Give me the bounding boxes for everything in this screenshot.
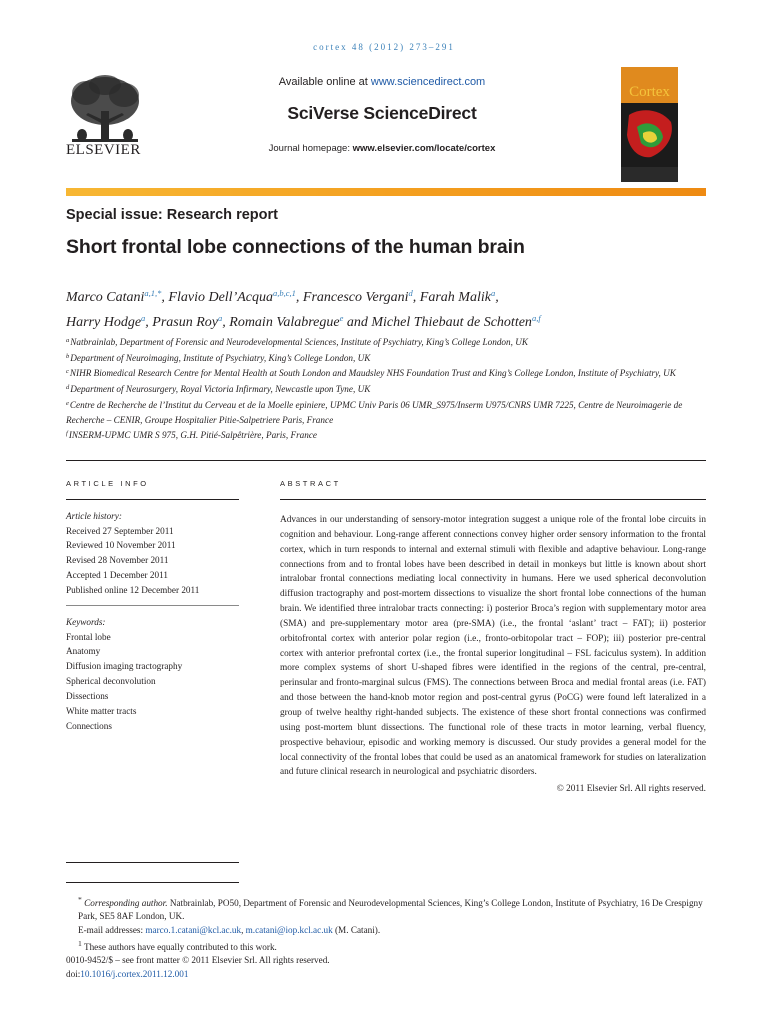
masthead — [160, 76, 604, 154]
email-link[interactable]: m.catani@iop.kcl.ac.uk — [245, 924, 333, 935]
corresponding-mark: * — [78, 895, 82, 904]
author-separator: , — [295, 290, 303, 305]
publisher-name: ELSEVIER — [66, 142, 141, 158]
abstract-heading-text: ABSTRACT — [280, 479, 341, 488]
doi-link[interactable]: 10.1016/j.cortex.2011.12.001 — [80, 968, 189, 979]
section-label: Special issue: Research report — [66, 207, 278, 223]
article-info-column — [66, 478, 239, 734]
affiliation-text: Department of Neuroimaging, Institute of Psychiatry, King’s College London, UK — [70, 352, 371, 363]
author-name[interactable]: Romain Valabregue — [229, 315, 340, 330]
affiliation-key: c — [66, 368, 69, 376]
abstract-heading — [280, 478, 706, 488]
footnote-rule — [66, 882, 239, 883]
abstract-copyright: © 2011 Elsevier Srl. All rights reserved. — [556, 784, 706, 795]
article-title: Short frontal lobe connections of the human brain — [66, 236, 525, 258]
affiliation-item — [66, 365, 706, 381]
equal-text: These authors have equally contributed to this work. — [81, 942, 277, 953]
author-separator: , — [412, 290, 420, 305]
author-name[interactable]: Francesco Vergani — [302, 290, 409, 305]
keyword-item[interactable]: Spherical deconvolution — [66, 676, 156, 687]
affiliation-key: a — [66, 337, 70, 344]
footnotes — [66, 893, 706, 981]
keyword-item[interactable]: White matter tracts — [66, 706, 137, 717]
history-item: Published online 12 December 2011 — [66, 585, 200, 596]
keywords-title: Keywords: — [66, 617, 106, 628]
available-prefix: Available online at — [278, 76, 371, 88]
affiliation-key: d — [66, 384, 70, 392]
history-item: Reviewed 10 November 2011 — [66, 540, 176, 551]
running-head: cortex 48 (2012) 273–291 — [313, 42, 455, 52]
email-separator: , — [241, 924, 246, 935]
affiliation-item — [66, 350, 706, 366]
affiliation-text: Department of Neurosurgery, Royal Victoria Infirmary, Newcastle upon Tyne, UK — [70, 384, 371, 395]
platform-name: SciVerse ScienceDirect — [287, 103, 477, 123]
author-affiliation-marks: a — [141, 313, 146, 323]
doi-prefix: doi: — [66, 968, 81, 979]
affiliation-key: e — [66, 399, 69, 407]
equal-mark: 1 — [78, 938, 82, 948]
article-info-heading-text: ARTICLE INFO — [66, 479, 149, 488]
keyword-item[interactable]: Diffusion imaging tractography — [66, 661, 183, 672]
author-name[interactable]: Harry Hodge — [66, 315, 142, 330]
corresponding-text: Natbrainlab, PO50, Department of Forensic and Neurodevelopmental Sciences, King’s College London, Institute of Psychiatry, 16 De Crespigny Park, SE5 8AF London, UK. — [78, 898, 703, 922]
author-name[interactable]: Prasun Roy — [152, 315, 219, 330]
section-divider — [66, 460, 706, 461]
journal-homepage-line — [160, 143, 604, 154]
author-affiliation-marks: a — [490, 288, 496, 298]
journal-cover-image — [621, 67, 678, 182]
keyword-item[interactable]: Dissections — [66, 691, 109, 702]
affiliation-text: Centre de Recherche de l’Institut du Cerveau et de la Moelle epiniere, UPMC Univ Paris 06 UMR_S975/Inserm U975/CNRS UMR 7225, Centre de Neuroimagerie de Recherche – CENIR, Groupe Hospitalier Pitie-Salpetriere Paris, France — [66, 399, 683, 425]
email-note — [66, 924, 706, 937]
abstract-column — [280, 478, 706, 794]
author-name[interactable]: Farah Malik — [419, 290, 491, 305]
author-name[interactable]: Marco Catani — [66, 290, 145, 305]
affiliation-list — [66, 334, 706, 443]
available-online-line — [160, 76, 604, 88]
affiliation-item — [66, 381, 706, 397]
keyword-item[interactable]: Anatomy — [66, 646, 101, 657]
email-label: E-mail addresses: — [78, 924, 146, 935]
affiliation-text: Natbrainlab, Department of Forensic and Neurodevelopmental Sciences, Institute of Psychiatry, King’s College London, UK — [70, 337, 528, 347]
keyword-item[interactable]: Connections — [66, 720, 112, 731]
affiliation-item — [66, 397, 706, 427]
email-link[interactable]: marco.1.catani@kcl.ac.uk — [145, 924, 242, 935]
article-info-heading — [66, 478, 239, 488]
homepage-prefix: Journal homepage: — [268, 143, 353, 154]
author-affiliation-marks: e — [339, 313, 344, 323]
author-separator: , — [222, 315, 230, 330]
header-color-bar — [66, 188, 706, 196]
author-affiliation-marks: a,f — [531, 313, 541, 323]
doi-line — [66, 968, 706, 981]
keyword-item[interactable]: Frontal lobe — [66, 631, 111, 642]
author-list — [66, 283, 706, 333]
affiliation-text: INSERM-UPMC UMR S 975, G.H. Pitié-Salpêtrière, Paris, France — [68, 430, 317, 441]
author-name[interactable]: Michel Thiebaut de Schotten — [371, 315, 532, 330]
history-item: Revised 28 November 2011 — [66, 555, 169, 566]
journal-homepage-link[interactable]: www.elsevier.com/locate/cortex — [352, 143, 496, 154]
article-history-title: Article history: — [66, 511, 122, 521]
author-affiliation-marks: d — [408, 288, 413, 298]
corresponding-author-note — [66, 893, 706, 924]
sciencedirect-link[interactable]: www.sciencedirect.com — [370, 76, 486, 88]
affiliation-item — [66, 427, 706, 443]
author-separator: , — [161, 290, 169, 305]
author-affiliation-marks: a — [218, 313, 223, 323]
history-item: Accepted 1 December 2011 — [66, 570, 168, 581]
affiliation-key: f — [66, 430, 68, 438]
history-divider — [66, 605, 239, 606]
author-affiliation-marks: a,1,* — [144, 288, 162, 298]
author-separator: , — [145, 315, 153, 330]
equal-contribution-note — [66, 937, 706, 954]
corresponding-label: Corresponding author. — [84, 898, 168, 909]
author-affiliation-marks: a,b,c,1 — [273, 288, 296, 298]
front-matter-line: 0010-9452/$ – see front matter © 2011 Elsevier Srl. All rights reserved. — [66, 955, 330, 966]
affiliation-key: b — [66, 352, 70, 360]
email-suffix: (M. Catani). — [332, 924, 381, 935]
article-info-rule — [66, 499, 239, 500]
cover-title: Cortex — [629, 84, 670, 100]
author-name[interactable]: Flavio Dell’Acqua — [168, 290, 273, 305]
article-info-bottom-rule — [66, 862, 239, 863]
author-separator: and — [343, 315, 372, 330]
affiliation-text: NIHR Biomedical Research Centre for Mental Health at South London and Maudsley NHS Foundation Trust and King’s College London, Institute of Psychiatry, UK — [69, 368, 676, 379]
abstract-rule — [280, 499, 706, 500]
author-separator: , — [495, 290, 499, 305]
abstract-text: Advances in our understanding of sensory-motor integration suggest a unique role of the frontal lobe circuits in cognition and behaviour. Long-range afferent connections convey higher order sensory information to the frontal cortex, which in turn responds to internal and external stimuli with flexible and adaptive behaviour. Long-range connections from and to frontal lobes have been described in detail in monkeys but little is known about short intralobar frontal connections mediating local connectivity in humans. Here we used spherical deconvolution diffusion tractography and post-mortem dissections to visualize the short frontal lobe connections of the human brain. We identified three intralobar tracts connecting: i) posterior Broca’s region with supplementary motor area (SMA) and pre-supplementary motor area (pre-SMA) (i.e., the frontal ‘aslant’ tract – FAT); ii) posterior orbitofrontal cortex with anterior polar region (i.e., fronto-orbitopolar tract – FOP); iii) posterior pre-central cortex with anterior prefrontal cortex (i.e., the frontal superior longitudinal – FSL faciculus system). In addition more complex systems of short U-shaped fibres were identified in the regions of the central, pre-central, perinsular and fronto-marginal sulcus (FMS). The connections between Broca and medial frontal areas (i.e. FAT) and those between the hand-knob motor region and post-central gyrus (PoCG) were found left lateralized in a group of twelve healthy right-handed subjects. The existence of these short frontal connections was confirmed using post-mortem blunt dissections. The functional role of these tracts in motor learning, verbal fluency, prospective behaviour, episodic and working memory is discussed. Our study provides a general model for the local connectivity of the frontal lobes that could be used as an anatomical framework for studies on lateralization and future clinical research in neurological and psychiatric disorders. — [280, 515, 706, 778]
history-item: Received 27 September 2011 — [66, 525, 174, 536]
affiliation-item — [66, 334, 706, 350]
